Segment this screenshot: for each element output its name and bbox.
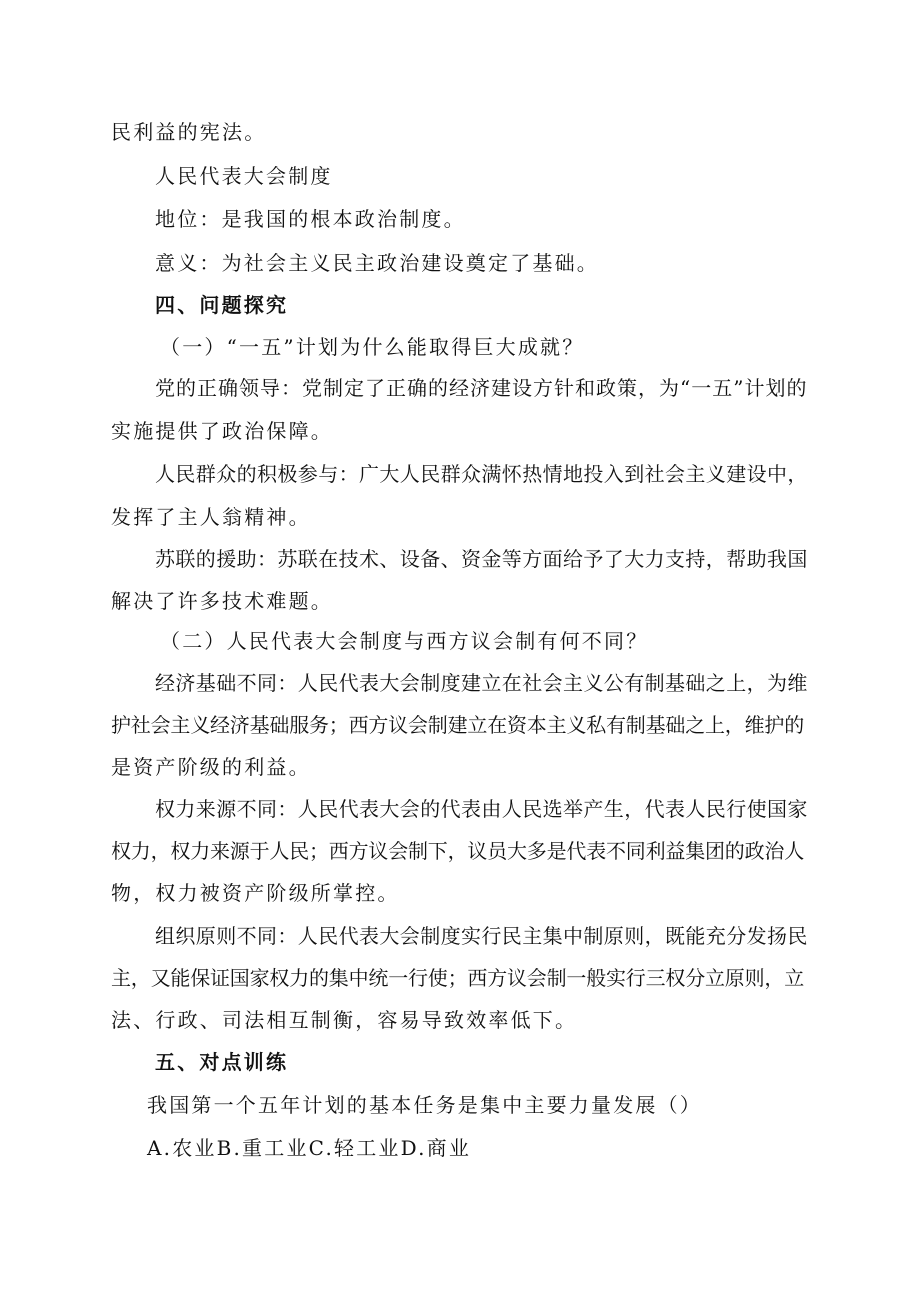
section-heading: 四、问题探究 (155, 293, 289, 317)
section-subtitle: 人民代表大会制度 (155, 164, 333, 188)
text-line: 发挥了主人翁精神。 (111, 505, 311, 529)
text-line: 实施提供了政治保障。 (111, 419, 333, 443)
text-line: 人民群众的积极参与：广大人民群众满怀热情地投入到社会主义建设中， (155, 462, 808, 486)
text-line: 党的正确领导：党制定了正确的经济建设方针和政策，为“一五”计划的 (155, 376, 808, 400)
question-heading: （二）人民代表大会制度与西方议会制有何不同？ (160, 629, 649, 653)
text-line: 护社会主义经济基础服务；西方议会制建立在资本主义私有制基础之上，维护的 (111, 713, 804, 737)
text-line: 解决了许多技术难题。 (111, 589, 333, 613)
section-heading: 五、对点训练 (155, 1050, 289, 1074)
text-line: 经济基础不同：人民代表大会制度建立在社会主义公有制基础之上，为维 (155, 671, 808, 695)
text-line: 地位：是我国的根本政治制度。 (155, 207, 466, 231)
text-line: 法、行政、司法相互制衡，容易导致效率低下。 (111, 1008, 578, 1032)
text-line: 物，权力被资产阶级所掌控。 (111, 881, 400, 905)
text-line: 主，又能保证国家权力的集中统一行使；西方议会制一般实行三权分立原则，立 (111, 966, 804, 990)
text-line: 是资产阶级的利益。 (111, 755, 311, 779)
exercise-question: 我国第一个五年计划的基本任务是集中主要力量发展（） (147, 1093, 702, 1117)
question-heading: （一）“一五”计划为什么能取得巨大成就？ (160, 335, 585, 359)
text-line: 意义：为社会主义民主政治建设奠定了基础。 (155, 251, 599, 275)
text-line: 组织原则不同：人民代表大会制度实行民主集中制原则，既能充分发扬民 (155, 924, 808, 948)
text-line: 权力来源不同：人民代表大会的代表由人民选举产生，代表人民行使国家 (155, 797, 808, 821)
text-line: 权力，权力来源于人民；西方议会制下，议员大多是代表不同利益集团的政治人 (111, 839, 804, 863)
text-line: 民利益的宪法。 (111, 120, 267, 144)
exercise-options: A.农业B.重工业C.轻工业D.商业 (147, 1136, 472, 1160)
text-line: 苏联的援助：苏联在技术、设备、资金等方面给予了大力支持，帮助我国 (155, 547, 808, 571)
